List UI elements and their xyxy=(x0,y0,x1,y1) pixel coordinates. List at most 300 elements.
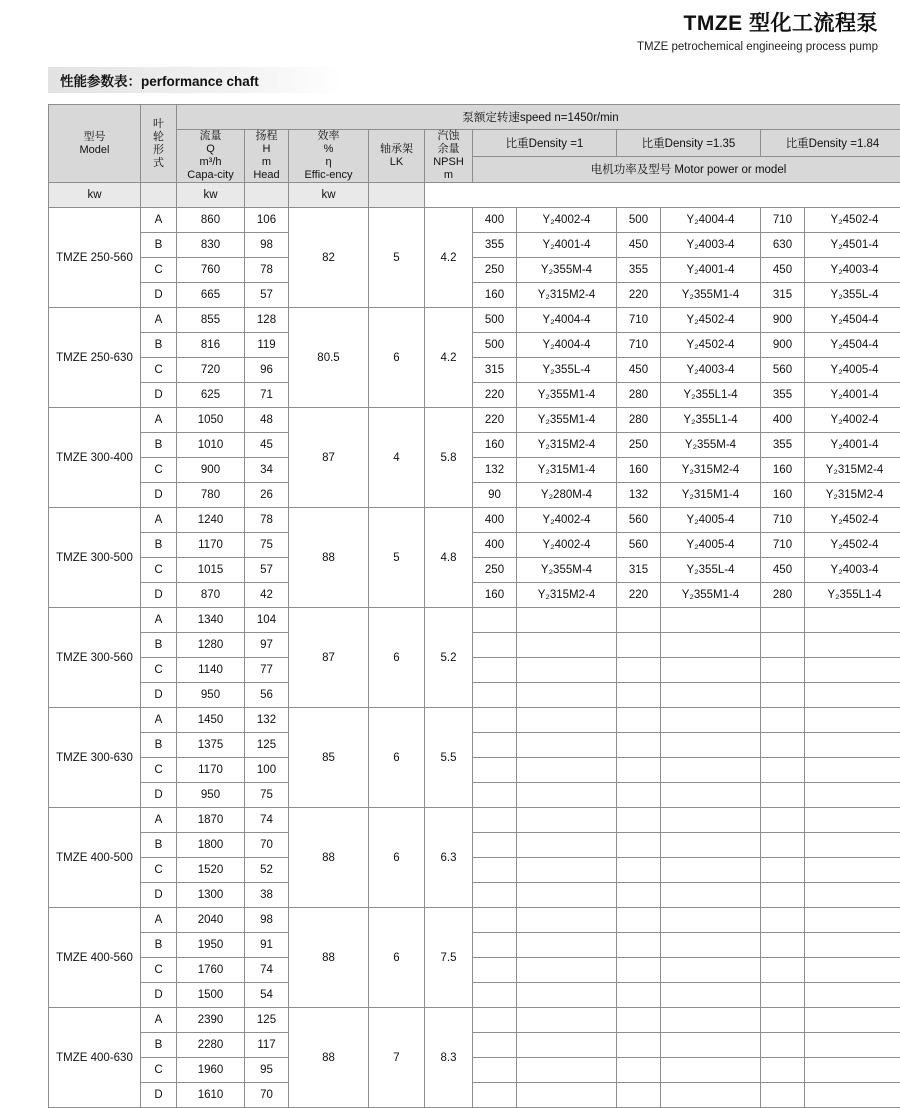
cell-kw-3: 355 xyxy=(761,433,805,458)
table-row xyxy=(49,358,900,383)
cell-motor-model-1 xyxy=(517,883,617,908)
cell-head: 57 xyxy=(245,558,289,583)
cell-motor-model-3 xyxy=(805,958,900,983)
page-title-cn: TMZE 型化工流程泵 xyxy=(0,10,878,37)
cell-impeller-type: D xyxy=(141,883,177,908)
cell-flow: 870 xyxy=(177,583,245,608)
cell-motor-model-1: Y₂4002-4 xyxy=(517,508,617,533)
table-row xyxy=(49,683,900,708)
cell-impeller-type: A xyxy=(141,1008,177,1033)
cell-motor-model-2 xyxy=(661,958,761,983)
cell-motor-model-2: Y₂315M2-4 xyxy=(661,458,761,483)
cell-kw-2 xyxy=(617,883,661,908)
col-header-density-1: 比重Density =1 xyxy=(473,130,617,156)
cell-motor-model-3: Y₂4502-4 xyxy=(805,508,900,533)
cell-flow: 830 xyxy=(177,233,245,258)
cell-kw-1: 315 xyxy=(473,358,517,383)
cell-bearing: 6 xyxy=(369,308,425,408)
cell-impeller-type: B xyxy=(141,1033,177,1058)
cell-motor-model-2 xyxy=(661,758,761,783)
table-row xyxy=(49,258,900,283)
cell-kw-2 xyxy=(617,733,661,758)
cell-head: 34 xyxy=(245,458,289,483)
document-header xyxy=(0,0,900,55)
cell-kw-3 xyxy=(761,683,805,708)
cell-flow: 1950 xyxy=(177,933,245,958)
cell-bearing: 5 xyxy=(369,208,425,308)
cell-head: 132 xyxy=(245,708,289,733)
cell-motor-model-2: Y₂355L1-4 xyxy=(661,383,761,408)
cell-impeller-type: D xyxy=(141,283,177,308)
cell-kw-3 xyxy=(761,833,805,858)
cell-kw-2 xyxy=(617,933,661,958)
cell-kw-3 xyxy=(761,1008,805,1033)
cell-impeller-type: C xyxy=(141,1058,177,1083)
cell-model: TMZE 300-630 xyxy=(49,708,141,808)
cell-impeller-type: B xyxy=(141,333,177,358)
cell-flow: 625 xyxy=(177,383,245,408)
cell-head: 75 xyxy=(245,533,289,558)
cell-flow: 1340 xyxy=(177,608,245,633)
table-row xyxy=(49,783,900,808)
cell-motor-model-1 xyxy=(517,958,617,983)
cell-motor-model-3: Y₂4502-4 xyxy=(805,208,900,233)
cell-kw-1: 250 xyxy=(473,558,517,583)
cell-kw-1 xyxy=(473,933,517,958)
cell-efficiency: 82 xyxy=(289,208,369,308)
cell-efficiency: 80.5 xyxy=(289,308,369,408)
cell-motor-model-3 xyxy=(805,1083,900,1108)
cell-flow: 1760 xyxy=(177,958,245,983)
cell-npsh: 6.3 xyxy=(425,808,473,908)
cell-head: 77 xyxy=(245,658,289,683)
cell-motor-model-1: Y₂4001-4 xyxy=(517,233,617,258)
cell-head: 100 xyxy=(245,758,289,783)
cell-kw-2 xyxy=(617,858,661,883)
cell-head: 128 xyxy=(245,308,289,333)
table-row xyxy=(49,558,900,583)
cell-motor-model-2 xyxy=(661,708,761,733)
cell-bearing: 6 xyxy=(369,908,425,1008)
cell-motor-model-1 xyxy=(517,933,617,958)
cell-motor-model-2 xyxy=(661,658,761,683)
table-row xyxy=(49,858,900,883)
cell-motor-model-2 xyxy=(661,983,761,1008)
cell-motor-model-2 xyxy=(661,783,761,808)
cell-motor-model-3 xyxy=(805,883,900,908)
cell-flow: 1050 xyxy=(177,408,245,433)
table-row xyxy=(49,458,900,483)
col-header-flow: 流量 Q m³/h Capa-city xyxy=(177,130,245,183)
cell-motor-model-1 xyxy=(517,858,617,883)
cell-kw-1 xyxy=(473,808,517,833)
cell-kw-2 xyxy=(617,633,661,658)
cell-motor-model-3 xyxy=(805,708,900,733)
cell-npsh: 5.2 xyxy=(425,608,473,708)
table-row xyxy=(49,883,900,908)
cell-head: 97 xyxy=(245,633,289,658)
cell-flow: 2390 xyxy=(177,1008,245,1033)
cell-motor-model-1: Y₂355M-4 xyxy=(517,558,617,583)
cell-flow: 1170 xyxy=(177,758,245,783)
cell-head: 71 xyxy=(245,383,289,408)
table-row xyxy=(49,1083,900,1108)
cell-motor-model-3 xyxy=(805,633,900,658)
cell-kw-2: 710 xyxy=(617,308,661,333)
cell-kw-3 xyxy=(761,783,805,808)
cell-flow: 950 xyxy=(177,783,245,808)
table-row xyxy=(49,933,900,958)
cell-efficiency: 88 xyxy=(289,1008,369,1108)
cell-motor-model-2 xyxy=(661,1033,761,1058)
cell-flow: 1500 xyxy=(177,983,245,1008)
cell-impeller-type: C xyxy=(141,758,177,783)
cell-kw-1 xyxy=(473,983,517,1008)
cell-flow: 950 xyxy=(177,683,245,708)
cell-kw-2 xyxy=(617,1058,661,1083)
cell-motor-model-1 xyxy=(517,658,617,683)
cell-kw-2 xyxy=(617,758,661,783)
cell-kw-1: 400 xyxy=(473,508,517,533)
cell-kw-2 xyxy=(617,708,661,733)
cell-head: 42 xyxy=(245,583,289,608)
cell-motor-model-3 xyxy=(805,858,900,883)
cell-impeller-type: B xyxy=(141,633,177,658)
performance-table-wrapper xyxy=(48,104,852,1108)
cell-motor-model-3: Y₂4005-4 xyxy=(805,358,900,383)
cell-motor-model-2 xyxy=(661,1008,761,1033)
cell-kw-2 xyxy=(617,608,661,633)
cell-motor-model-2: Y₂315M1-4 xyxy=(661,483,761,508)
cell-head: 98 xyxy=(245,908,289,933)
cell-motor-model-1 xyxy=(517,708,617,733)
col-header-model: 型号 Model xyxy=(49,105,141,183)
cell-motor-model-3 xyxy=(805,983,900,1008)
cell-head: 75 xyxy=(245,783,289,808)
cell-motor-model-2 xyxy=(661,933,761,958)
cell-kw-1: 220 xyxy=(473,408,517,433)
cell-bearing: 4 xyxy=(369,408,425,508)
cell-motor-model-1 xyxy=(517,633,617,658)
cell-flow: 1800 xyxy=(177,833,245,858)
table-row xyxy=(49,508,900,533)
cell-motor-model-2 xyxy=(661,908,761,933)
cell-model: TMZE 400-560 xyxy=(49,908,141,1008)
cell-impeller-type: C xyxy=(141,458,177,483)
cell-motor-model-3: Y₂4003-4 xyxy=(805,258,900,283)
cell-motor-model-2: Y₂355M1-4 xyxy=(661,583,761,608)
cell-head: 98 xyxy=(245,233,289,258)
col-header-head: 扬程 H m Head xyxy=(245,130,289,183)
cell-kw-3: 355 xyxy=(761,383,805,408)
cell-impeller-type: D xyxy=(141,1083,177,1108)
cell-model: TMZE 250-560 xyxy=(49,208,141,308)
cell-model: TMZE 250-630 xyxy=(49,308,141,408)
cell-motor-model-1: Y₂315M2-4 xyxy=(517,283,617,308)
cell-model: TMZE 300-500 xyxy=(49,508,141,608)
cell-kw-3: 710 xyxy=(761,533,805,558)
cell-motor-model-1: Y₂4004-4 xyxy=(517,308,617,333)
cell-motor-model-1 xyxy=(517,758,617,783)
cell-kw-3: 400 xyxy=(761,408,805,433)
cell-motor-model-2: Y₂355M1-4 xyxy=(661,283,761,308)
cell-kw-2 xyxy=(617,1008,661,1033)
cell-impeller-type: B xyxy=(141,933,177,958)
cell-kw-1: 160 xyxy=(473,583,517,608)
col-header-kw-3: kw xyxy=(289,183,369,208)
table-row xyxy=(49,983,900,1008)
cell-motor-model-3 xyxy=(805,933,900,958)
cell-motor-model-1: Y₂315M1-4 xyxy=(517,458,617,483)
cell-impeller-type: C xyxy=(141,558,177,583)
section-title: 性能参数表：performance chaft xyxy=(48,70,259,90)
cell-kw-3 xyxy=(761,958,805,983)
cell-flow: 1240 xyxy=(177,508,245,533)
cell-impeller-type: D xyxy=(141,783,177,808)
cell-motor-model-2: Y₂355L1-4 xyxy=(661,408,761,433)
cell-npsh: 8.3 xyxy=(425,1008,473,1108)
table-row xyxy=(49,958,900,983)
cell-kw-2 xyxy=(617,1033,661,1058)
cell-kw-1: 500 xyxy=(473,333,517,358)
cell-impeller-type: A xyxy=(141,908,177,933)
cell-impeller-type: A xyxy=(141,808,177,833)
cell-kw-3: 160 xyxy=(761,458,805,483)
table-row xyxy=(49,808,900,833)
cell-head: 26 xyxy=(245,483,289,508)
cell-head: 70 xyxy=(245,1083,289,1108)
cell-motor-model-3: Y₂4001-4 xyxy=(805,383,900,408)
cell-motor-model-3: Y₂4001-4 xyxy=(805,433,900,458)
cell-flow: 2280 xyxy=(177,1033,245,1058)
cell-impeller-type: D xyxy=(141,383,177,408)
cell-motor-model-3: Y₂4502-4 xyxy=(805,533,900,558)
table-row xyxy=(49,633,900,658)
cell-kw-3 xyxy=(761,708,805,733)
cell-motor-model-2: Y₂4001-4 xyxy=(661,258,761,283)
cell-motor-model-3: Y₂355L-4 xyxy=(805,283,900,308)
cell-flow: 1450 xyxy=(177,708,245,733)
cell-motor-model-3: Y₂315M2-4 xyxy=(805,458,900,483)
table-row xyxy=(49,908,900,933)
col-header-impeller: 叶 轮 形 式 xyxy=(141,105,177,183)
cell-flow: 855 xyxy=(177,308,245,333)
cell-kw-2 xyxy=(617,958,661,983)
cell-motor-model-2 xyxy=(661,1083,761,1108)
cell-flow: 860 xyxy=(177,208,245,233)
cell-kw-3 xyxy=(761,758,805,783)
col-header-density-135: 比重Density =1.35 xyxy=(617,130,761,156)
cell-kw-3: 900 xyxy=(761,333,805,358)
table-row xyxy=(49,283,900,308)
cell-kw-3: 710 xyxy=(761,508,805,533)
cell-motor-model-2 xyxy=(661,883,761,908)
page-title-en: TMZE petrochemical engineeing process pump xyxy=(0,40,878,55)
cell-kw-2: 560 xyxy=(617,533,661,558)
cell-kw-3 xyxy=(761,883,805,908)
cell-kw-2: 500 xyxy=(617,208,661,233)
cell-flow: 1015 xyxy=(177,558,245,583)
cell-bearing: 6 xyxy=(369,608,425,708)
cell-kw-1: 355 xyxy=(473,233,517,258)
table-row xyxy=(49,1033,900,1058)
cell-motor-model-3 xyxy=(805,1008,900,1033)
table-row xyxy=(49,708,900,733)
cell-kw-1 xyxy=(473,708,517,733)
table-row xyxy=(49,308,900,333)
cell-kw-3 xyxy=(761,633,805,658)
table-row xyxy=(49,1008,900,1033)
cell-kw-2 xyxy=(617,683,661,708)
cell-motor-model-1 xyxy=(517,683,617,708)
cell-head: 56 xyxy=(245,683,289,708)
cell-kw-2: 280 xyxy=(617,383,661,408)
cell-impeller-type: A xyxy=(141,308,177,333)
cell-motor-model-1: Y₂4004-4 xyxy=(517,333,617,358)
table-row xyxy=(49,658,900,683)
col-header-model-code-1 xyxy=(141,183,177,208)
table-row xyxy=(49,433,900,458)
cell-kw-2 xyxy=(617,983,661,1008)
cell-efficiency: 85 xyxy=(289,708,369,808)
cell-kw-2: 220 xyxy=(617,583,661,608)
cell-head: 119 xyxy=(245,333,289,358)
cell-head: 125 xyxy=(245,733,289,758)
cell-kw-1: 250 xyxy=(473,258,517,283)
cell-kw-1 xyxy=(473,908,517,933)
cell-head: 106 xyxy=(245,208,289,233)
cell-impeller-type: A xyxy=(141,608,177,633)
cell-flow: 1375 xyxy=(177,733,245,758)
cell-motor-model-2 xyxy=(661,683,761,708)
col-header-density-184: 比重Density =1.84 xyxy=(761,130,900,156)
cell-head: 74 xyxy=(245,808,289,833)
cell-flow: 2040 xyxy=(177,908,245,933)
cell-flow: 780 xyxy=(177,483,245,508)
table-row xyxy=(49,533,900,558)
cell-impeller-type: A xyxy=(141,408,177,433)
cell-impeller-type: B xyxy=(141,433,177,458)
cell-kw-2: 132 xyxy=(617,483,661,508)
cell-efficiency: 87 xyxy=(289,408,369,508)
cell-motor-model-1 xyxy=(517,783,617,808)
cell-head: 78 xyxy=(245,508,289,533)
cell-head: 70 xyxy=(245,833,289,858)
cell-kw-2: 560 xyxy=(617,508,661,533)
cell-motor-model-1 xyxy=(517,833,617,858)
cell-motor-model-2: Y₂4003-4 xyxy=(661,358,761,383)
cell-head: 95 xyxy=(245,1058,289,1083)
cell-kw-1 xyxy=(473,1058,517,1083)
cell-impeller-type: B xyxy=(141,233,177,258)
cell-flow: 1870 xyxy=(177,808,245,833)
cell-flow: 900 xyxy=(177,458,245,483)
col-header-npsh: 汽蚀 余量 NPSH m xyxy=(425,130,473,183)
cell-kw-1 xyxy=(473,608,517,633)
cell-kw-3: 315 xyxy=(761,283,805,308)
cell-kw-1 xyxy=(473,658,517,683)
cell-kw-3: 450 xyxy=(761,258,805,283)
cell-kw-1 xyxy=(473,858,517,883)
cell-motor-model-3: Y₂4501-4 xyxy=(805,233,900,258)
cell-motor-model-2: Y₂355L-4 xyxy=(661,558,761,583)
cell-impeller-type: D xyxy=(141,483,177,508)
cell-motor-model-3 xyxy=(805,683,900,708)
cell-motor-model-2: Y₂355M-4 xyxy=(661,433,761,458)
cell-head: 52 xyxy=(245,858,289,883)
cell-kw-2 xyxy=(617,808,661,833)
cell-flow: 1140 xyxy=(177,658,245,683)
cell-kw-3: 900 xyxy=(761,308,805,333)
cell-kw-1: 132 xyxy=(473,458,517,483)
cell-motor-model-1: Y₂4002-4 xyxy=(517,533,617,558)
cell-kw-1: 400 xyxy=(473,533,517,558)
cell-kw-1 xyxy=(473,783,517,808)
cell-motor-model-2: Y₂4003-4 xyxy=(661,233,761,258)
cell-kw-3 xyxy=(761,858,805,883)
cell-kw-2 xyxy=(617,908,661,933)
cell-motor-model-3 xyxy=(805,658,900,683)
cell-kw-1 xyxy=(473,683,517,708)
cell-kw-1 xyxy=(473,1083,517,1108)
cell-motor-model-3: Y₂4504-4 xyxy=(805,308,900,333)
cell-motor-model-3 xyxy=(805,733,900,758)
cell-flow: 1170 xyxy=(177,533,245,558)
cell-npsh: 4.2 xyxy=(425,208,473,308)
cell-kw-2: 160 xyxy=(617,458,661,483)
col-header-efficiency: 效率 % η Effic-ency xyxy=(289,130,369,183)
cell-kw-3 xyxy=(761,808,805,833)
cell-motor-model-2: Y₂4502-4 xyxy=(661,333,761,358)
cell-motor-model-2 xyxy=(661,858,761,883)
cell-kw-1 xyxy=(473,1008,517,1033)
col-header-speed: 泵额定转速speed n=1450r/min xyxy=(177,105,900,130)
cell-kw-1 xyxy=(473,1033,517,1058)
table-row xyxy=(49,408,900,433)
cell-efficiency: 88 xyxy=(289,908,369,1008)
cell-bearing: 5 xyxy=(369,508,425,608)
cell-efficiency: 87 xyxy=(289,608,369,708)
cell-head: 54 xyxy=(245,983,289,1008)
cell-kw-2: 280 xyxy=(617,408,661,433)
cell-kw-1: 220 xyxy=(473,383,517,408)
cell-impeller-type: C xyxy=(141,358,177,383)
cell-head: 57 xyxy=(245,283,289,308)
cell-motor-model-2: Y₂4005-4 xyxy=(661,533,761,558)
cell-motor-model-3 xyxy=(805,1033,900,1058)
cell-bearing: 6 xyxy=(369,808,425,908)
cell-kw-2: 450 xyxy=(617,358,661,383)
table-row xyxy=(49,1058,900,1083)
cell-kw-1 xyxy=(473,958,517,983)
table-row xyxy=(49,733,900,758)
cell-motor-model-1: Y₂355M1-4 xyxy=(517,383,617,408)
cell-motor-model-3 xyxy=(805,1058,900,1083)
cell-efficiency: 88 xyxy=(289,508,369,608)
cell-kw-1: 500 xyxy=(473,308,517,333)
cell-motor-model-3: Y₂4003-4 xyxy=(805,558,900,583)
table-row xyxy=(49,333,900,358)
cell-motor-model-1: Y₂4002-4 xyxy=(517,208,617,233)
cell-kw-3 xyxy=(761,1083,805,1108)
cell-kw-3 xyxy=(761,658,805,683)
cell-flow: 816 xyxy=(177,333,245,358)
cell-motor-model-3 xyxy=(805,608,900,633)
cell-motor-model-2 xyxy=(661,608,761,633)
cell-kw-3 xyxy=(761,933,805,958)
cell-kw-3: 710 xyxy=(761,208,805,233)
cell-kw-3 xyxy=(761,1058,805,1083)
